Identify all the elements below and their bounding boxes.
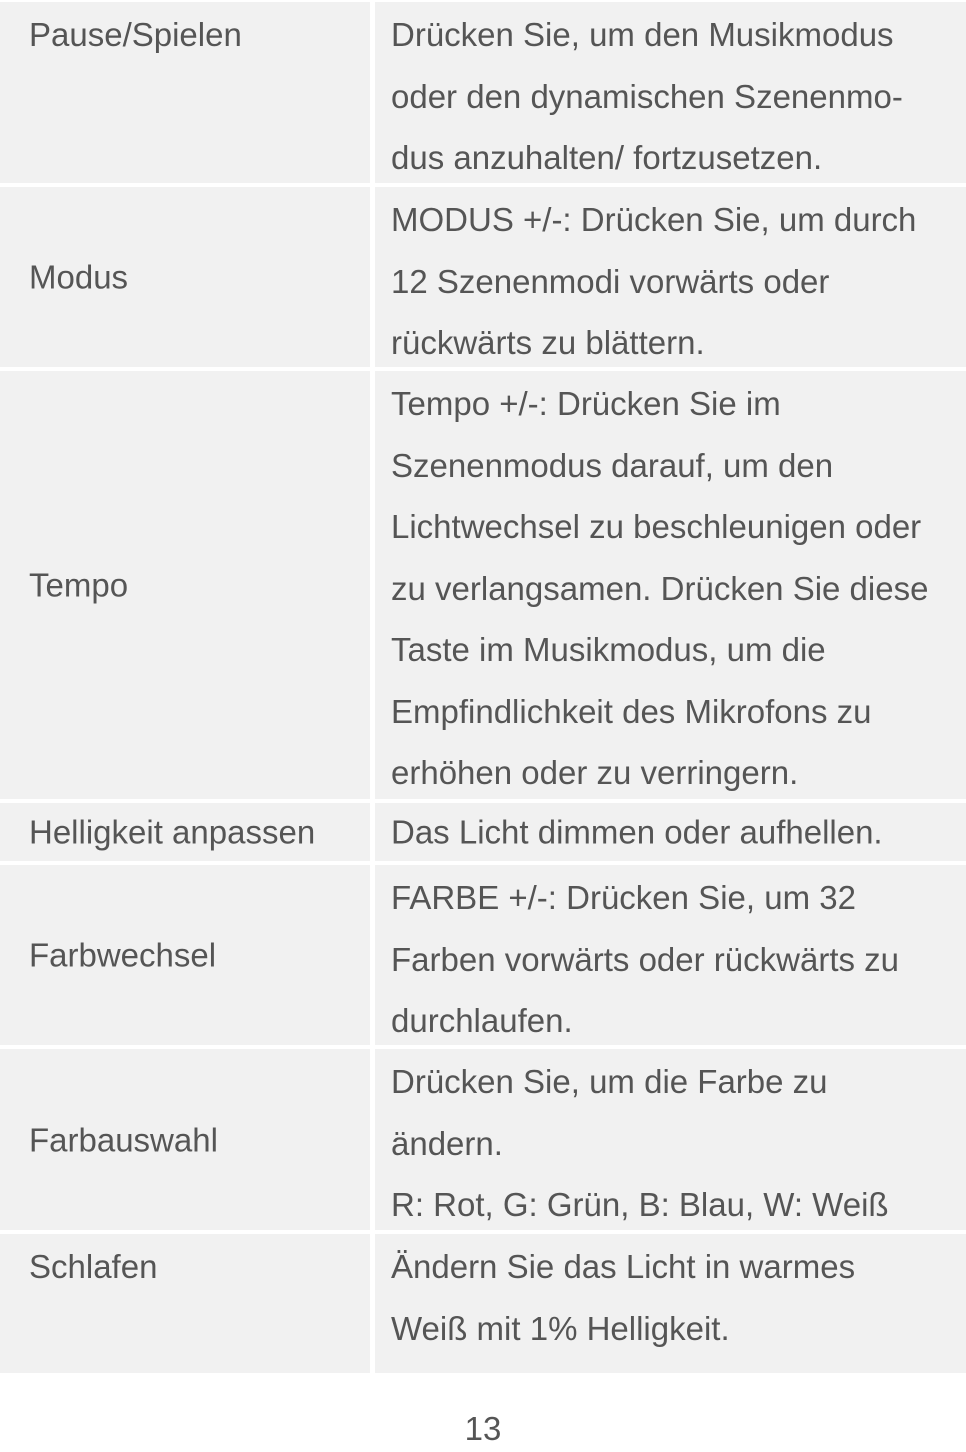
page-number: 13 <box>464 1410 502 1447</box>
description-line: zu verlangsamen. Drücken Sie diese <box>391 569 929 607</box>
description-line: rückwärts zu blättern. <box>391 324 705 361</box>
description-line: Weiß mit 1% Helligkeit. <box>391 1309 730 1347</box>
description-line: durchlaufen. <box>391 1002 573 1039</box>
function-description-cell <box>375 803 966 861</box>
table-row <box>0 865 966 1045</box>
description-line: Tempo +/-: Drücken Sie im <box>391 385 781 422</box>
description-line: erhöhen oder zu verringern. <box>391 754 799 791</box>
function-name-cell <box>0 1049 370 1230</box>
description-line: oder den dynamischen Szenenmo- <box>391 77 903 115</box>
description-line: MODUS +/-: Drücken Sie, um durch <box>391 201 917 238</box>
function-description-cell <box>375 865 966 1045</box>
description-line: Farben vorwärts oder rückwärts zu <box>391 940 900 978</box>
function-name-cell <box>0 865 370 1045</box>
table-row <box>0 803 966 861</box>
function-name: Farbwechsel <box>29 936 217 974</box>
function-name-cell <box>0 371 370 799</box>
function-description-cell <box>375 1234 966 1373</box>
function-name: Helligkeit anpassen <box>29 813 316 851</box>
function-description <box>391 801 883 863</box>
function-description <box>391 4 903 189</box>
function-name: Pause/Spielen <box>29 16 242 53</box>
function-name: Tempo <box>29 566 129 604</box>
function-name: Schlafen <box>29 1248 158 1285</box>
description-line: Taste im Musikmodus, um die <box>391 631 826 668</box>
table-row <box>0 1049 966 1230</box>
function-name-cell <box>0 803 370 861</box>
function-description <box>391 189 916 374</box>
function-description-cell <box>375 2 966 183</box>
function-description-cell <box>375 187 966 367</box>
description-line: 12 Szenenmodi vorwärts oder <box>391 262 830 300</box>
function-name: Farbauswahl <box>29 1120 218 1158</box>
function-description <box>391 373 928 804</box>
table-row <box>0 187 966 367</box>
function-description-cell <box>375 371 966 799</box>
function-name: Modus <box>29 258 129 296</box>
function-name-cell <box>0 187 370 367</box>
description-line: Szenenmodus darauf, um den <box>391 446 834 484</box>
description-line: Empfindlichkeit des Mikrofons zu <box>391 692 872 730</box>
table-row <box>0 1234 966 1373</box>
table-row <box>0 2 966 183</box>
description-line: Ändern Sie das Licht in warmes <box>391 1248 856 1285</box>
description-line: Lichtwechsel zu beschleunigen oder <box>391 508 922 545</box>
function-description <box>391 1236 855 1359</box>
function-name-cell <box>0 1234 370 1373</box>
description-line: dus anzuhalten/ fortzusetzen. <box>391 139 823 176</box>
description-line: Drücken Sie, um die Farbe zu <box>391 1063 828 1100</box>
table-row <box>0 371 966 799</box>
function-description <box>391 867 899 1052</box>
description-line: FARBE +/-: Drücken Sie, um 32 <box>391 879 856 916</box>
description-line: Drücken Sie, um den Musikmodus <box>391 16 894 53</box>
function-description <box>391 1051 889 1236</box>
description-line: ändern. <box>391 1124 503 1162</box>
description-line: R: Rot, G: Grün, B: Blau, W: Weiß <box>391 1186 889 1223</box>
description-line: Das Licht dimmen oder aufhellen. <box>391 813 883 851</box>
function-name-cell <box>0 2 370 183</box>
function-description-cell <box>375 1049 966 1230</box>
